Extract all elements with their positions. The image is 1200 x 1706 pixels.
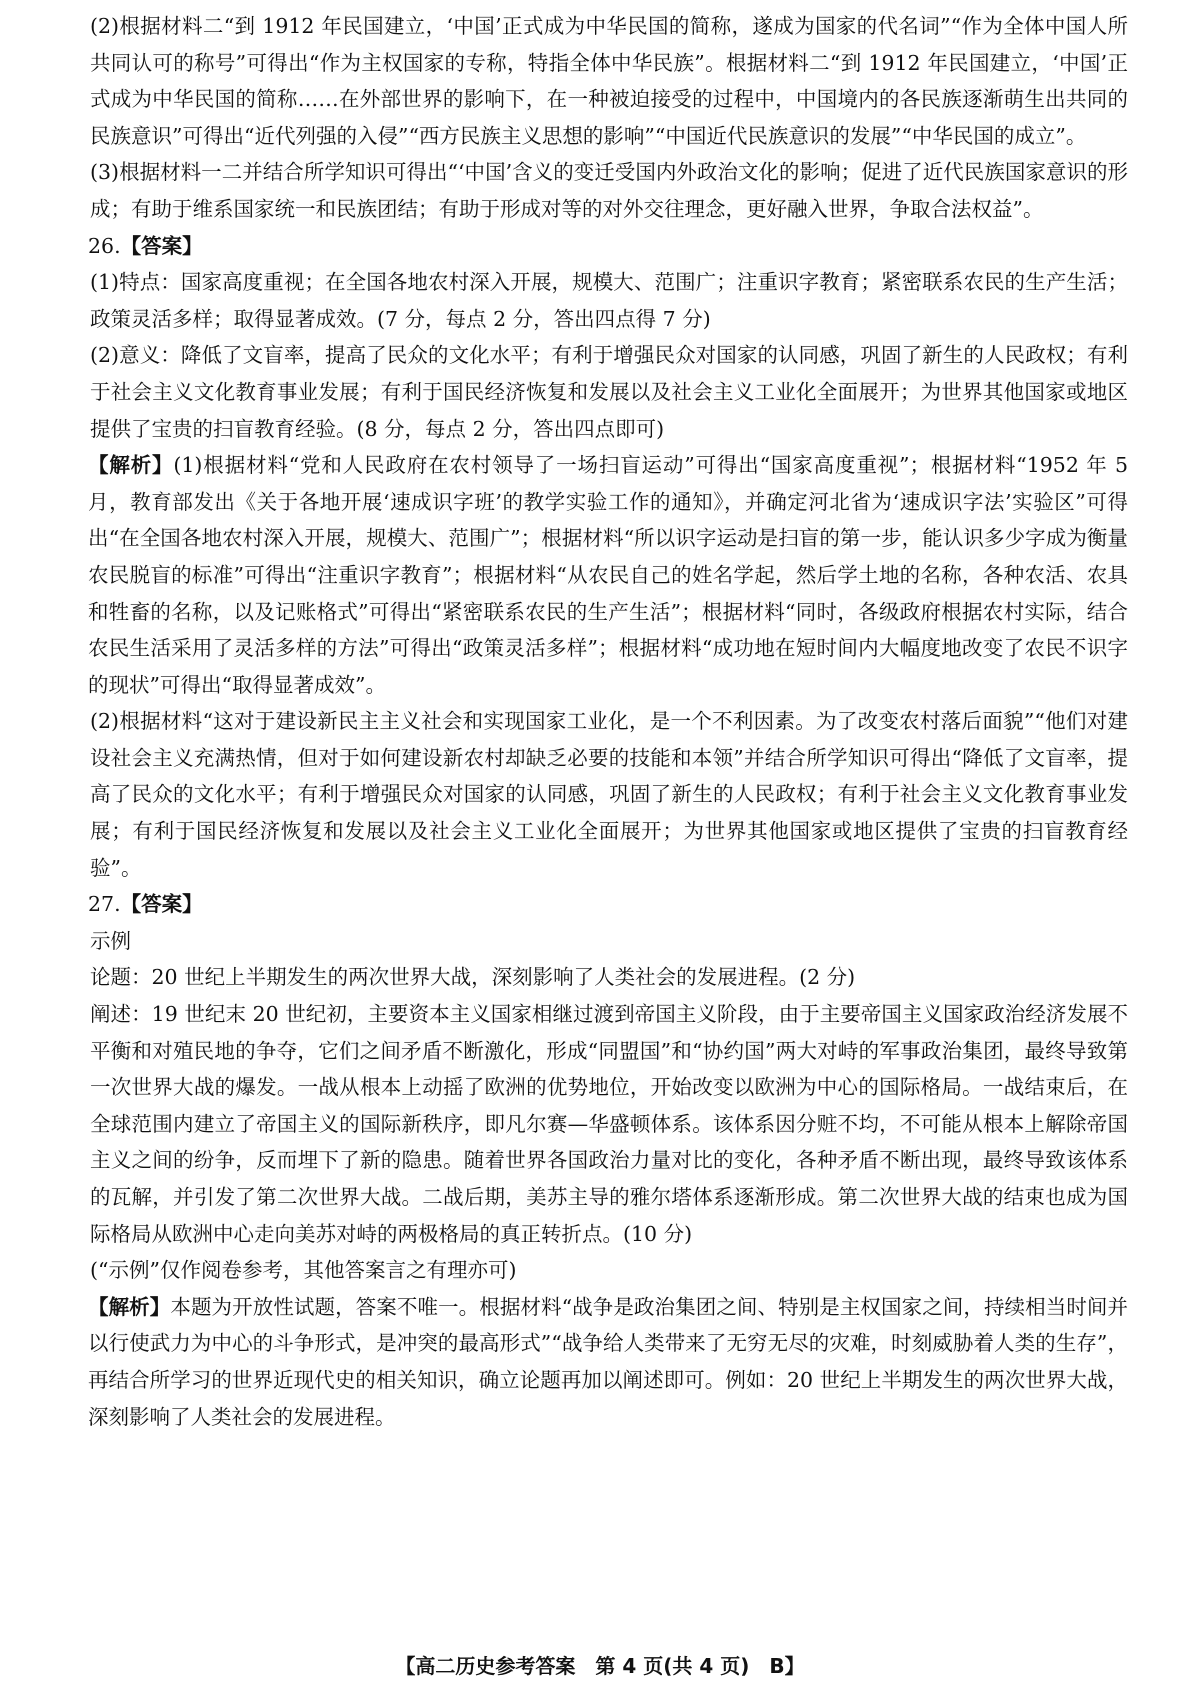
q27-analysis-paragraph: [88, 1289, 1128, 1435]
q26-answer-1: (1)特点：国家高度重视；在全国各地农村深入开展，规模大、范围广；注重识字教育；紧密联系农民的生产生活；政策灵活多样；取得显著成效。(7 分，每点 2 分，答出四点得 7 分): [90, 270, 1128, 331]
q26-analysis-1-paragraph: [88, 447, 1128, 703]
q27-number: 27.: [88, 892, 121, 917]
q27-heading: [88, 886, 1128, 923]
q27-analysis-tag: 【解析】: [88, 1294, 171, 1319]
q26-answer-tag: 【答案】: [120, 233, 203, 258]
q26-heading: [88, 228, 1128, 265]
q27-answer-tag: 【答案】: [120, 892, 203, 917]
page-footer: 【高二历史参考答案 第 4 页(共 4 页) B】: [395, 1654, 805, 1678]
q27-thesis: 论题：20 世纪上半期发生的两次世界大战，深刻影响了人类社会的发展进程。(2 分): [90, 965, 856, 990]
q26-number: 26.: [88, 233, 121, 258]
page-content: [88, 8, 1128, 1435]
q27-argument: 阐述：19 世纪末 20 世纪初，主要资本主义国家相继过渡到帝国主义阶段，由于主要帝国主义国家政治经济发展不平衡和对殖民地的争夺，它们之间矛盾不断激化，形成“同盟国”和“协约国”两大对峙的军事政治集团，最终导致第一次世界大战的爆发。一战从根本上动摇了欧洲的优势地位，开始改变以欧洲为中心的国际格局。一战结束后，在全球范围内建立了帝国主义的国际新秩序，即凡尔赛—华盛顿体系。该体系因分赃不均，不可能从根本上解除帝国主义之间的纷争，反而埋下了新的隐患。随着世界各国政治力量对比的变化，各种矛盾不断出现，最终导致该体系的瓦解，并引发了第二次世界大战。二战后期，美苏主导的雅尔塔体系逐渐形成。第二次世界大战的结束也成为国际格局从欧洲中心走向美苏对峙的两极格局的真正转折点。(10 分): [90, 1002, 1128, 1246]
q26-analysis-tag: 【解析】: [88, 453, 174, 478]
q27-example-label: 示例: [90, 928, 131, 953]
q27-note: (“示例”仅作阅卷参考，其他答案言之有理亦可): [90, 1258, 517, 1283]
q26-answer-2: (2)意义：降低了文盲率，提高了民众的文化水平；有利于增强民众对国家的认同感，巩固了新生的人民政权；有利于社会主义文化教育事业发展；有利于国民经济恢复和发展以及社会主义工业化全面展开；为世界其他国家或地区提供了宝贵的扫盲教育经验。(8 分，每点 2 分，答出四点即可): [90, 343, 1128, 441]
q26-analysis-1: (1)根据材料“党和人民政府在农村领导了一场扫盲运动”可得出“国家高度重视”；根据材料“1952 年 5 月，教育部发出《关于各地开展‘速成识字班’的教学实验工作的通知》，并确定河北省为‘速成识字法’实验区”可得出“在全国各地农村深入开展，规模大、范围广”；根据材料“所以识字运动是扫盲的第一步，能认识多少字成为衡量农民脱盲的标准”可得出“注重识字教育”；根据材料“从农民自己的姓名学起，然后学土地的名称，各种农活、农具和牲畜的名称，以及记账格式”可得出“紧密联系农民的生产生活”；根据材料“同时，各级政府根据农村实际，结合农民生活采用了灵活多样的方法”可得出“政策灵活多样”；根据材料“成功地在短时间内大幅度地改变了农民不识字的现状”可得出“取得显著成效”。: [88, 453, 1128, 697]
q25-part3-paragraph: (3)根据材料一二并结合所学知识可得出“‘中国’含义的变迁受国内外政治文化的影响；促进了近代民族国家意识的形成；有助于维系国家统一和民族团结；有助于形成对等的对外交往理念，更好融入世界，争取合法权益”。: [90, 160, 1128, 221]
q25-part2-paragraph: (2)根据材料二“到 1912 年民国建立，‘中国’正式成为中华民国的简称，遂成为国家的代名词”“作为全体中国人所共同认可的称号”可得出“作为主权国家的专称，特指全体中华民族”。根据材料二“到 1912 年民国建立，‘中国’正式成为中华民国的简称……在外部世界的影响下，在一种被迫接受的过程中，中国境内的各民族逐渐萌生出共同的民族意识”可得出“近代列强的入侵”“西方民族主义思想的影响”“中国近代民族意识的发展”“中华民国的成立”。: [90, 14, 1128, 148]
q27-analysis: 本题为开放性试题，答案不唯一。根据材料“战争是政治集团之间、特别是主权国家之间，持续相当时间并以行使武力为中心的斗争形式，是冲突的最高形式”“战争给人类带来了无穷无尽的灾难，时刻威胁着人类的生存”，再结合所学习的世界近现代史的相关知识，确立论题再加以阐述即可。例如：20 世纪上半期发生的两次世界大战，深刻影响了人类社会的发展进程。: [88, 1294, 1129, 1429]
q26-analysis-2: (2)根据材料“这对于建设新民主主义社会和实现国家工业化，是一个不利因素。为了改变农村落后面貌”“他们对建设社会主义充满热情，但对于如何建设新农村却缺乏必要的技能和本领”并结合所学知识可得出“降低了文盲率，提高了民众的文化水平；有利于增强民众对国家的认同感，巩固了新生的人民政权；有利于社会主义文化教育事业发展；有利于国民经济恢复和发展以及社会主义工业化全面展开；为世界其他国家或地区提供了宝贵的扫盲教育经验”。: [90, 709, 1128, 880]
